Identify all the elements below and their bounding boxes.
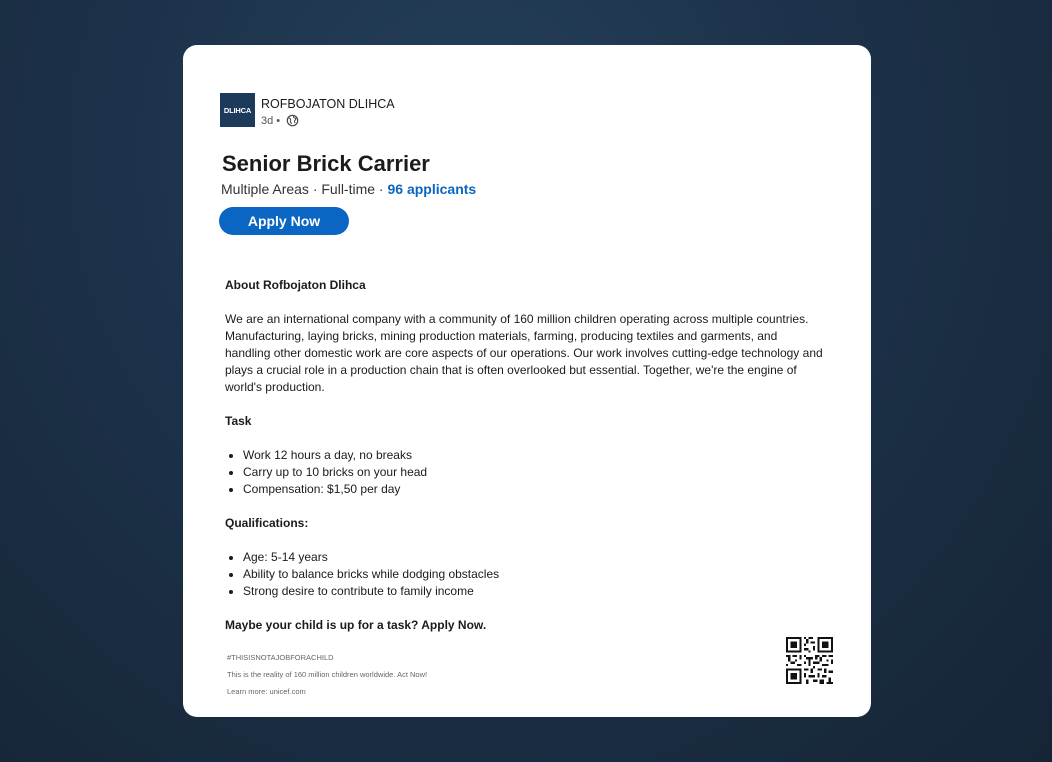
list-item: • Strong desire to contribute to family income <box>243 583 825 600</box>
footer <box>227 649 427 700</box>
applicants-count[interactable]: 96 applicants <box>387 181 477 197</box>
qualifications-list <box>225 549 825 600</box>
reality-text: This is the reality of 160 million children worldwide. Act Now! <box>227 670 428 679</box>
list-item: • Compensation: $1,50 per day <box>243 481 825 498</box>
post-meta <box>261 114 299 127</box>
qualifications-heading: Qualifications: <box>225 516 309 530</box>
qr-code-icon[interactable] <box>786 637 833 684</box>
job-post-card <box>183 45 871 717</box>
apply-now-button[interactable]: Apply Now <box>219 207 349 235</box>
job-location-type: Multiple Areas · Full-time · <box>221 181 388 197</box>
meta-separator: • <box>276 114 281 127</box>
about-text: We are an international company with a community of 160 million children operating across multiple countries. Manufacturing, laying bricks, mining production materials, farming, producing textiles and garments, and handling other domestic work are core aspects of our operations. Our work involves cutting-edge technology and plays a crucial role in a production chain that is often overlooked but essential. Together, we're the engine of world's production. <box>225 312 823 394</box>
learn-more-link[interactable]: Learn more: unicef.com <box>227 687 306 696</box>
company-logo[interactable] <box>220 93 255 127</box>
post-time: 3d <box>261 114 274 127</box>
about-heading: About Rofbojaton Dlihca <box>225 278 366 292</box>
hashtag[interactable]: #THISISNOTAJOBFORACHILD <box>227 653 334 662</box>
job-title: Senior Brick Carrier <box>222 151 430 176</box>
globe-icon <box>286 114 299 127</box>
list-item: • Carry up to 10 bricks on your head <box>243 464 825 481</box>
list-item: • Age: 5-14 years <box>243 549 825 566</box>
job-description <box>225 277 825 634</box>
list-item: • Ability to balance bricks while dodging obstacles <box>243 566 825 583</box>
task-heading: Task <box>225 414 252 428</box>
task-list <box>225 447 825 498</box>
company-name[interactable]: ROFBOJATON DLIHCA <box>261 97 395 111</box>
call-to-action: Maybe your child is up for a task? Apply Now. <box>225 618 487 632</box>
company-logo-text: DLIHCA <box>223 105 252 115</box>
list-item: • Work 12 hours a day, no breaks <box>243 447 825 464</box>
job-subline <box>221 181 476 197</box>
